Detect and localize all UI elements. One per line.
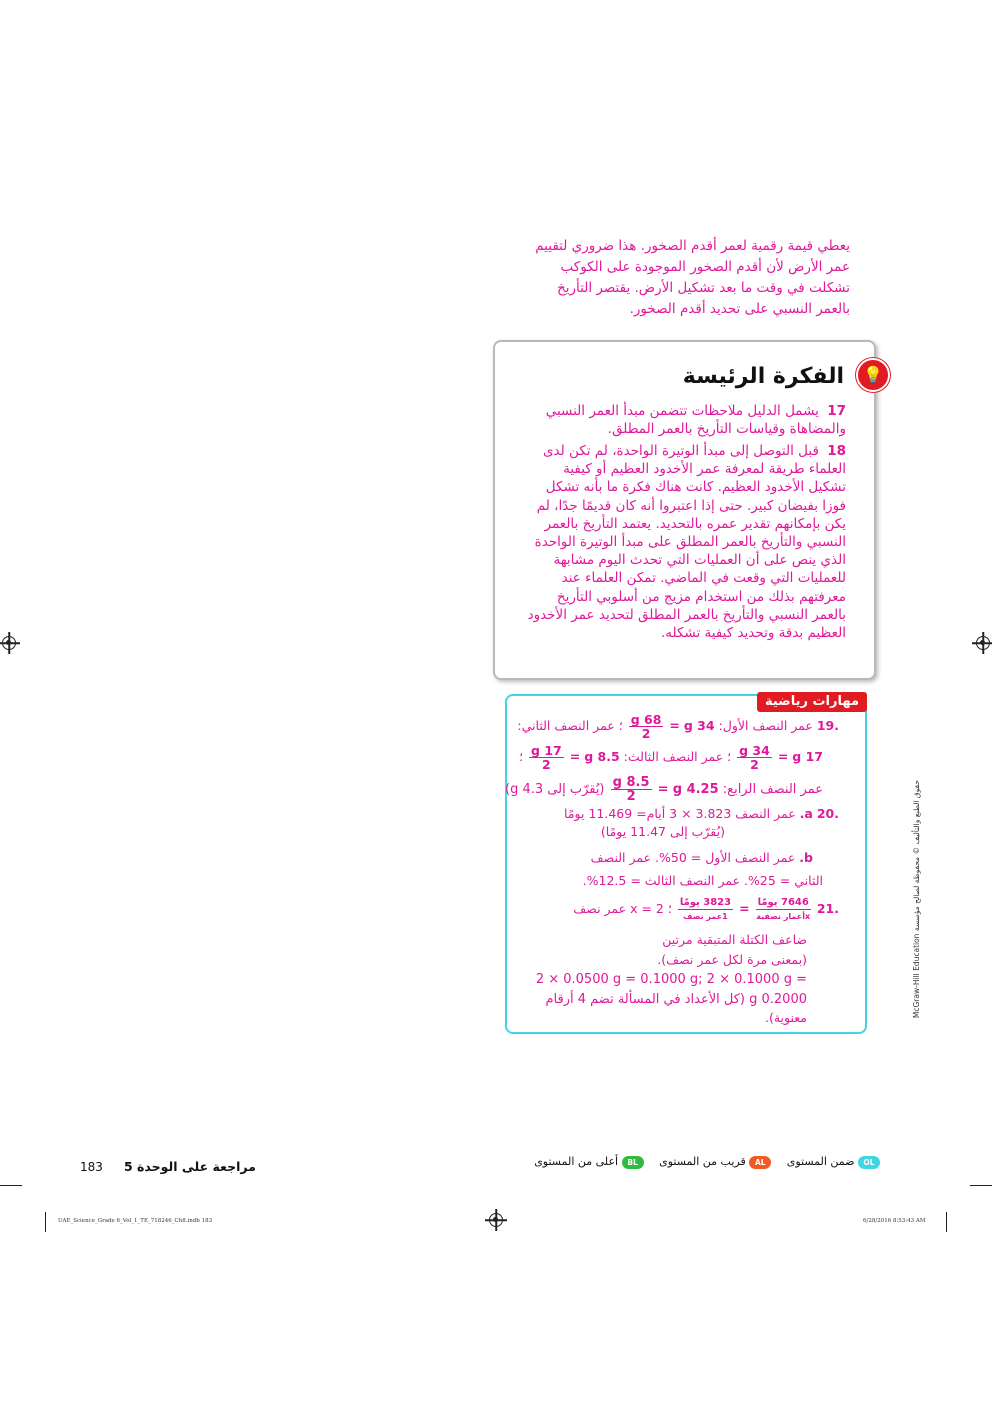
text: معنوية). — [765, 1010, 807, 1025]
value: 17 g — [792, 749, 823, 764]
question-number: .19 — [816, 718, 839, 733]
q20-a-line-1 — [564, 806, 839, 821]
text: (يُقرّب إلى 11.47 يومًا) — [600, 824, 725, 839]
text: (يُقرّب إلى 4.3 g) — [504, 782, 605, 797]
main-idea-title: الفكرة الرئيسة — [682, 364, 844, 389]
q21-line-4 — [536, 972, 807, 987]
lightbulb-icon: 💡 — [856, 358, 890, 392]
text: الثاني = 25%. عمر النصف الثالث = 12.5%. — [582, 873, 823, 888]
q20-a-line-2 — [601, 824, 725, 839]
main-idea-box — [493, 340, 883, 680]
question-number: 17 — [827, 403, 846, 419]
math-skills-box — [505, 694, 867, 1034]
crop-mark — [970, 1185, 992, 1186]
text: عمر النصف الأول: — [718, 718, 813, 733]
intro-line: بالعمر النسبي على تحديد أقدم الصخور. — [629, 301, 850, 317]
value: 34 g — [683, 718, 715, 733]
intro-paragraph — [520, 236, 850, 320]
slug-right: 6/28/2016 8:53:43 AM — [863, 1218, 926, 1224]
clipped-line — [540, 226, 850, 230]
registration-mark — [489, 1213, 503, 1227]
fraction: $\frac{68 g}{2}$ — [630, 712, 662, 741]
level-legend — [534, 1155, 880, 1169]
crop-mark — [45, 1212, 46, 1232]
math-skills-label: مهارات رياضية — [757, 692, 867, 712]
slug-left: UAE_Science_Grade 6_Vol_1_TE_718246_Ch8.indb 183 — [58, 1218, 213, 1224]
value: 8.5 g — [584, 749, 620, 764]
level-text: أعلى من المستوى — [534, 1155, 619, 1168]
level-badge-al: AL — [749, 1156, 771, 1169]
q21-line-2 — [662, 932, 807, 947]
registration-mark — [976, 636, 990, 650]
level-badge-ol: OL — [858, 1156, 880, 1169]
intro-line: عمر الأرض لأن أقدم الصخور الموجودة على الكوكب — [560, 259, 850, 275]
question-18 — [526, 442, 846, 642]
question-number: .20 — [816, 806, 839, 821]
level-badge-bl: BL — [622, 1156, 644, 1169]
level-text: ضمن المستوى — [786, 1155, 855, 1168]
q20-b-line-2 — [583, 873, 823, 888]
answer-text: قبل التوصل إلى مبدأ الوتيرة الواحدة، لم تكن لدى العلماء طريقة لمعرفة عمر الأخدود العظيم أو كيفية تشكيل الأخدود العظيم. كانت هناك فكرة ما بأنه تشكل فوزا بفيضان كبير. حتى إذا اعتبروا أنه كان قديمًا جدًا، لم يكن بإمكانهم تقدير عمره بالتحديد. يعتمد التأريخ بالعمر النسبي والتأريخ بالعمر المطلق على مبدأ الوتيرة الواحدة الذي ينص على أن العمليات التي تحدث اليوم مشابهة للعمليات التي وقعت في الماضي. تمكن العلماء عند معرفتهم بذلك من استخدام مزيج من أسلوبي التأريخ بالعمر النسبي والتأريخ بالعمر المطلق لتحديد عمر الأخدود العظيم بدقة وتحديد كيفية تشكله. — [527, 443, 846, 642]
fraction: $\frac{8.5 g}{2}$ — [612, 775, 650, 804]
q19-line-3: عمر النصف الرابع: 4.25 g = $\frac{8.5 g}{2}$ (يُقرّب إلى 4.3 g) — [504, 775, 823, 804]
text: 0.2000 g (كل الأعداد في المسألة تضم 4 أرقام — [545, 992, 807, 1007]
text: (بمعنى مرة لكل عمر نصف). — [657, 952, 807, 967]
level-text: قريب من المستوى — [659, 1155, 746, 1168]
fraction: $\frac{17 g}{2}$ — [531, 743, 562, 772]
q21-line-6 — [765, 1010, 807, 1025]
value: 4.25 g — [672, 782, 719, 797]
text: عمر النصف الأول = 50%. عمر النصف — [590, 850, 796, 865]
text: عمر النصف 3.823 × 3 أيام= 11.469 يومًا — [564, 806, 796, 821]
q19-line-2: 17 g = $\frac{34 g}{2}$ ؛ عمر النصف الثالث: 8.5 g = $\frac{17 g}{2}$ ؛ — [519, 743, 823, 772]
question-17 — [526, 402, 846, 438]
page-number: 183 — [80, 1160, 103, 1174]
question-number: .21 — [816, 901, 839, 916]
part-label: b. — [799, 850, 813, 865]
part-label: a. — [799, 806, 813, 821]
registration-mark — [2, 636, 16, 650]
q21-line-1: .21 $\frac{\text{7646 يومًا}}{\text{xأعمار نصفية}}$ = $\frac{\text{3823 يومًا}}{\text{1عمر نصف}}$ ؛ x = 2 عمر نصف — [573, 897, 839, 921]
intro-line: تشكلت في وقت ما بعد تشكيل الأرض. يقتصر التأريخ — [557, 280, 850, 296]
answer-text: يشمل الدليل ملاحظات تتضمن مبدأ العمر النسبي والمضاهاة وقياسات التأريخ بالعمر المطلق. — [545, 403, 846, 438]
q21-line-3 — [657, 952, 807, 967]
text: ؛ x = 2 عمر نصف — [573, 901, 672, 916]
question-number: 18 — [827, 443, 846, 459]
crop-mark — [946, 1212, 947, 1232]
q20-b-line-1 — [591, 850, 813, 865]
text: ضاعف الكتلة المتبقية مرتين — [662, 932, 807, 947]
text: عمر النصف الرابع: — [722, 782, 823, 797]
q21-line-5 — [545, 992, 807, 1007]
fraction: $\frac{\text{3823 يومًا}}{\text{1عمر نصف}}$ — [679, 897, 732, 921]
fraction: $\frac{\text{7646 يومًا}}{\text{xأعمار نصفية}}$ — [756, 897, 811, 921]
text: ؛ عمر النصف الثاني: — [517, 718, 623, 733]
copyright-vertical: McGraw-Hill Education حقوق الطبع والتأليف © محفوظة لصالح مؤسسة — [912, 780, 921, 1019]
q19-line-1: .19 عمر النصف الأول: 34 g = $\frac{68 g}{2}$ ؛ عمر النصف الثاني: — [517, 712, 839, 741]
fraction: $\frac{34 g}{2}$ — [739, 743, 770, 772]
crop-mark — [0, 1185, 22, 1186]
chapter-title: مراجعة على الوحدة 5 — [124, 1159, 256, 1174]
intro-line: يعطي قيمة رقمية لعمر أقدم الصخور. هذا ضروري لتقييم — [535, 238, 850, 254]
text: ؛ عمر النصف الثالث: — [623, 749, 732, 764]
text: 2 × 0.0500 g = 0.1000 g; 2 × 0.1000 g = — [535, 972, 807, 987]
